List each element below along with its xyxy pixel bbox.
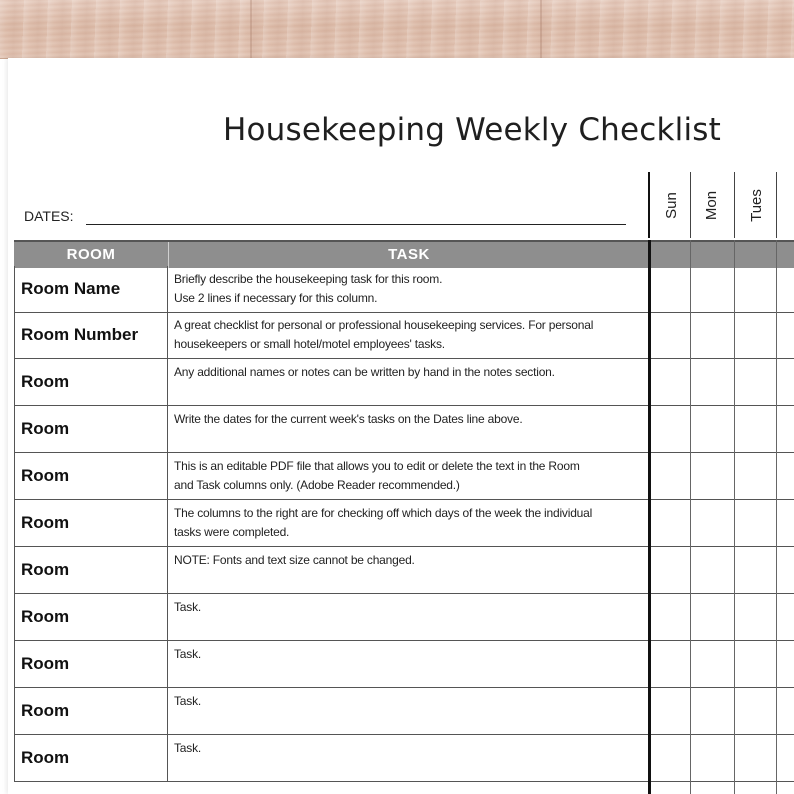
table-row <box>14 735 794 782</box>
day-label: Sun <box>662 191 680 219</box>
task-line: Task. <box>174 694 202 708</box>
task-column-header: TASK <box>388 246 430 263</box>
task-cell[interactable] <box>174 692 644 711</box>
room-cell[interactable]: Room Name <box>14 266 168 312</box>
task-line: NOTE: Fonts and text size cannot be changed. <box>174 553 415 567</box>
day-column-line <box>690 240 691 794</box>
task-line: This is an editable PDF file that allows you to edit or delete the text in the Room <box>174 459 580 473</box>
task-cell[interactable] <box>174 363 644 382</box>
task-line: tasks were completed. <box>174 525 290 539</box>
table-row <box>14 406 794 453</box>
day-column-line <box>648 240 651 794</box>
task-line: housekeepers or small hotel/motel employees' tasks. <box>174 337 445 351</box>
room-column-header: ROOM <box>14 242 169 268</box>
wood-background <box>0 0 794 59</box>
task-cell[interactable] <box>174 504 644 542</box>
task-cell[interactable] <box>174 598 644 617</box>
day-label: Mon <box>703 190 721 220</box>
room-cell[interactable]: Room <box>14 594 168 640</box>
day-label: Tues <box>747 188 765 222</box>
room-cell[interactable]: Room Number <box>14 312 168 358</box>
page-title: Housekeeping Weekly Checklist <box>222 112 722 148</box>
day-header-1 <box>690 172 733 238</box>
task-line: The columns to the right are for checking off which days of the week the individual <box>174 506 593 520</box>
task-cell[interactable] <box>174 316 644 354</box>
table-row <box>14 500 794 547</box>
dates-label: DATES: <box>24 208 74 224</box>
task-cell[interactable] <box>174 645 644 664</box>
room-cell[interactable]: Room <box>14 500 168 546</box>
table-row <box>14 688 794 735</box>
table-row <box>14 266 794 313</box>
table-row <box>14 453 794 500</box>
table-header <box>14 240 794 268</box>
table-row <box>14 594 794 641</box>
task-line: Use 2 lines if necessary for this column. <box>174 291 378 305</box>
wood-seam <box>250 0 252 58</box>
table-row <box>14 547 794 594</box>
day-header-2 <box>734 172 777 238</box>
task-line: Briefly describe the housekeeping task for this room. <box>174 272 443 286</box>
room-cell[interactable]: Room <box>14 359 168 405</box>
task-cell[interactable] <box>174 270 644 308</box>
room-cell[interactable]: Room <box>14 688 168 734</box>
task-line: Write the dates for the current week's tasks on the Dates line above. <box>174 412 523 426</box>
day-column-line <box>734 240 735 794</box>
room-cell[interactable]: Room <box>14 641 168 687</box>
task-line: A great checklist for personal or professional housekeeping services. For personal <box>174 318 594 332</box>
dates-input-line[interactable] <box>86 224 626 225</box>
wood-seam <box>540 0 542 58</box>
room-cell[interactable]: Room <box>14 547 168 593</box>
room-cell[interactable]: Room <box>14 735 168 781</box>
task-cell[interactable] <box>174 551 644 570</box>
day-header-overflow <box>776 172 794 238</box>
task-line: Task. <box>174 741 202 755</box>
room-cell[interactable]: Room <box>14 406 168 452</box>
table-row <box>14 641 794 688</box>
table-row <box>14 359 794 406</box>
room-cell[interactable]: Room <box>14 453 168 499</box>
day-column-line <box>776 240 777 794</box>
task-cell[interactable] <box>174 457 644 495</box>
table-row <box>14 312 794 359</box>
task-cell[interactable] <box>174 410 644 429</box>
task-line: and Task columns only. (Adobe Reader recommended.) <box>174 478 460 492</box>
task-line: Task. <box>174 647 202 661</box>
day-header-0 <box>648 172 692 238</box>
task-line: Task. <box>174 600 202 614</box>
task-line: Any additional names or notes can be written by hand in the notes section. <box>174 365 555 379</box>
task-cell[interactable] <box>174 739 644 758</box>
